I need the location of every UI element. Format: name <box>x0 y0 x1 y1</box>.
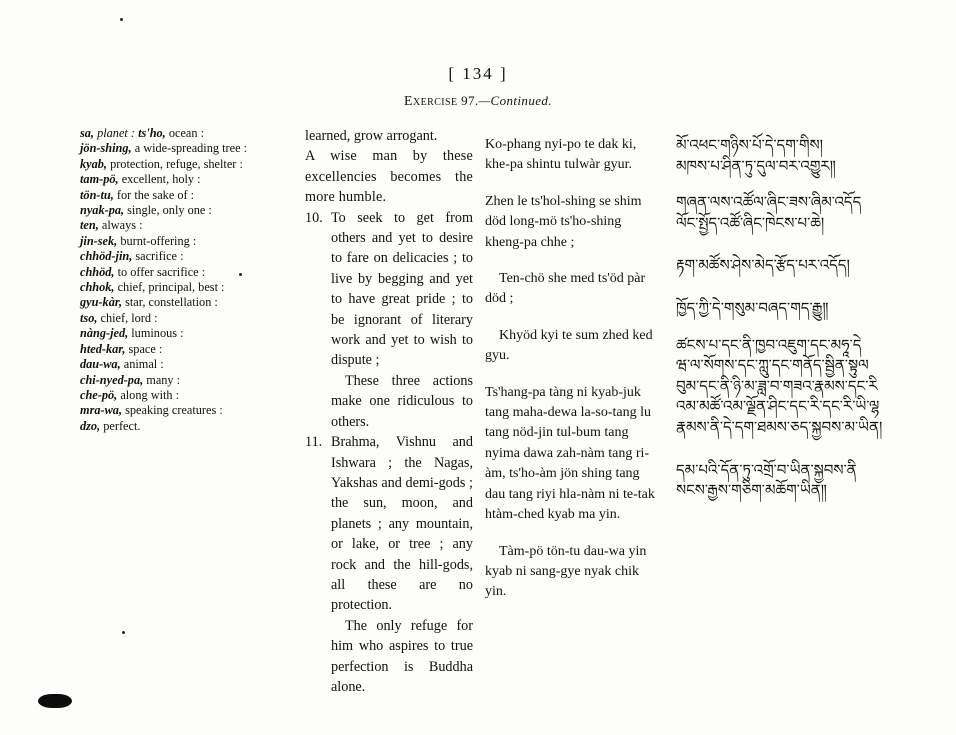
vocab-entry <box>80 157 268 172</box>
tibetan-line-2b: ལོང་སྤྱོད་འཚོ་ཞིང་ཁེངས་པ་ཆེ། <box>676 213 825 232</box>
vocab-entry <box>80 203 268 218</box>
scan-speck <box>120 18 123 21</box>
vocab-gloss: star, constellation : <box>125 295 218 310</box>
tibetan-line-6a: དམ་པའི་དོན་ཏུ་འགྲོ་བ་ཡིན་སྐྱབས་ནི <box>676 460 857 479</box>
tibetan-line-5b: ཝ་ལ་སོགས་དང་ཀླུ་དང་གནོད་སྦྱིན་སྟུལ <box>676 356 869 375</box>
spacer <box>676 176 888 192</box>
translit-line-5: Ts'hang-pa tàng ni kyab-juk tang maha-dewa la-so-tang lu tang nöd-jin tul-bum tang nyima dawa zah-nàm tang ri-àm, ts'ho-àm jön shing tang dau tang riyi hla-nàm ni te-tak htàm-ched kyab ma yin. <box>485 384 655 523</box>
scan-speck <box>122 631 125 634</box>
vocab-term: chhöd, <box>80 264 115 279</box>
spacer <box>485 176 663 192</box>
translit-line-3: Ten-chö she med ts'öd pàr död ; <box>485 271 646 307</box>
vocab-gloss: animal : <box>123 357 164 372</box>
vocab-term: nyak-pa, <box>80 203 125 218</box>
vocab-term: dau-wa, <box>80 357 121 372</box>
vocab-term: gyu-kàr, <box>80 295 123 310</box>
vocab-gloss: to offer sacrifice : <box>117 264 206 279</box>
spacer <box>485 526 663 542</box>
english-paragraph-9-rest: A wise man by these excellencies becomes the more humble. <box>305 148 473 206</box>
tibetan-line-2a: གཞན་ལས་འཚོལ་ཞིང་ཟས་ཞིམ་འདོད <box>676 193 862 212</box>
spacer <box>485 253 663 269</box>
english-item-11-follow: The only refuge for him who aspires to true perfection is Buddha alone. <box>331 617 473 695</box>
vocabulary-column <box>80 126 268 434</box>
translit-line-6: Tàm-pö tön-tu dau-wa yin kyab ni sang-gye nyak chik yin. <box>485 543 647 600</box>
vocab-gloss: protection, refuge, shelter : <box>110 156 243 171</box>
spacer <box>676 233 888 255</box>
vocab-entry <box>80 419 268 434</box>
translit-line-4: Khyöd kyi te sum zhed ked gyu. <box>485 327 653 364</box>
spacer <box>485 126 663 135</box>
vocab-term: tso, <box>80 310 98 325</box>
vocab-term-2: ts'ho, <box>138 126 166 140</box>
vocab-gloss: space : <box>128 341 163 356</box>
vocab-term: tam-pö, <box>80 172 119 187</box>
vocab-term: sa, <box>80 126 95 140</box>
vocab-entry <box>80 295 268 310</box>
spacer <box>676 438 888 460</box>
spacer <box>676 276 888 298</box>
vocab-entry <box>80 249 268 264</box>
tibetan-line-3: རྟག་མཚོས་ཤེས་མེད་རྩོད་པར་འདོད། <box>676 256 850 275</box>
vocab-term: ten, <box>80 218 99 233</box>
tibetan-line-1b: མཁས་པ་ཤིན་ཏུ་དུལ་བར་འགྱུར༎ <box>676 156 836 175</box>
vocab-term: hted-kar, <box>80 341 126 356</box>
english-item-10 <box>305 208 473 432</box>
vocab-entry <box>80 188 268 203</box>
vocab-entry <box>80 373 268 388</box>
tibetan-column <box>676 126 888 501</box>
tibetan-line-6b: སངས་རྒྱས་གཅིག་མཆོག་ཡིན༎ <box>676 481 827 500</box>
vocab-term: dzo, <box>80 418 101 433</box>
vocab-entry <box>80 280 268 295</box>
vocab-term: jön-shing, <box>80 141 132 156</box>
english-item-11 <box>305 432 473 697</box>
tibetan-line-5e: རྣམས་ནི་དེ་དག་ཐམས་ཅད་སྐྱབས་མ་ཡིན། <box>676 417 883 436</box>
vocab-entry <box>80 311 268 326</box>
vocab-entry <box>80 403 268 418</box>
vocab-entry <box>80 326 268 341</box>
english-item-10-follow: These three actions make one ridiculous to others. <box>331 372 473 430</box>
vocab-entry <box>80 218 268 233</box>
vocab-term: che-pö, <box>80 387 118 402</box>
exercise-heading <box>0 93 956 110</box>
english-item-10-number: 10. <box>305 209 323 226</box>
vocab-entry <box>80 342 268 357</box>
vocab-gloss-2: ocean : <box>168 126 205 140</box>
tibetan-line-5a: ཚངས་པ་དང་ནི་ཁྱབ་འཇུག་དང་མཧཱ་དེ <box>676 335 862 354</box>
spacer <box>676 126 888 135</box>
page-number: [ 134 ] <box>448 64 508 83</box>
vocab-entry <box>80 126 268 141</box>
vocab-term: nàng-jed, <box>80 326 129 341</box>
exercise-label: Exercise <box>404 94 458 109</box>
vocab-entry <box>80 172 268 187</box>
vocab-term: chi-nyed-pa, <box>80 372 144 387</box>
vocab-entry <box>80 234 268 249</box>
vocab-term: jin-sek, <box>80 233 118 248</box>
vocab-gloss: sacrifice : <box>135 249 184 264</box>
vocab-term: kyab, <box>80 156 107 171</box>
tibetan-line-5c: བུམ་དང་ནི་ཉི་མ་ཟླ་བ་གཟའ་རྣམས་དང་རི <box>676 376 878 395</box>
vocab-entry <box>80 388 268 403</box>
spacer <box>676 319 888 335</box>
vocab-entry <box>80 357 268 372</box>
vocab-term: tön-tu, <box>80 187 114 202</box>
vocab-gloss: always : <box>101 218 143 233</box>
vocab-gloss: single, only one : <box>127 203 212 218</box>
vocab-gloss: many : <box>146 372 181 387</box>
vocab-gloss: for the sake of : <box>116 187 195 202</box>
scan-blob <box>38 694 72 708</box>
vocab-gloss: chief, principal, best : <box>117 280 225 295</box>
vocab-gloss: a wide-spreading tree : <box>134 141 248 156</box>
english-item-11-text: Brahma, Vishnu and Ishwara ; the Nagas, Yakshas and demi-gods ; the sun, moon, and planets ; any mountain, or lake, or tree ; any rock and the hill-gods, all these are no protection. <box>331 434 473 614</box>
spacer <box>485 310 663 326</box>
translit-line-1: Ko-phang nyi-po te dak ki, khe-pa shintu tulwàr gyur. <box>485 137 637 173</box>
tibetan-line-1a: མོ་འཕང་གཉིས་པོ་དེ་དག་གིས། <box>676 136 823 154</box>
vocab-gloss: perfect. <box>103 418 141 433</box>
vocab-term: mra-wa, <box>80 403 123 418</box>
translit-line-2: Zhen le ts'hol-shing se shim död long-mö ts'ho-shing kheng-pa chhe ; <box>485 193 642 250</box>
vocab-gloss: luminous : <box>131 326 184 341</box>
vocab-gloss: planet : <box>97 126 135 140</box>
vocab-entry <box>80 141 268 156</box>
vocab-gloss: excellent, holy : <box>121 172 201 187</box>
vocab-term: chhöd-jin, <box>80 249 133 264</box>
tibetan-line-5d: འམ་མཚོ་འམ་ལྗོན་ཤིང་དང་རི་དང་རི་ཡི་ལྷ <box>676 397 880 416</box>
vocab-gloss: speaking creatures : <box>125 403 223 418</box>
tibetan-line-4: ཁྱོད་ཀྱི་དེ་གསུམ་བཞད་གད་རྒྱུ༎ <box>676 298 829 317</box>
exercise-number: 97. <box>461 93 479 108</box>
spacer <box>485 367 663 383</box>
english-item-10-text: To seek to get from others and yet to desire to fare on delicacies ; to live by begging and yet to have great pride ; to be ignorant of literary work and yet to wish to dispute ; <box>331 209 473 369</box>
english-item-11-number: 11. <box>305 434 323 451</box>
exercise-continued: —Continued. <box>478 93 552 108</box>
vocab-term: chhok, <box>80 280 115 295</box>
transliteration-column <box>485 126 663 603</box>
vocab-gloss: along with : <box>120 387 180 402</box>
english-top-fragment: learned, grow arrogant. <box>305 128 438 144</box>
english-column <box>305 126 473 697</box>
vocab-entry <box>80 265 268 280</box>
vocab-gloss: chief, lord : <box>100 310 158 325</box>
vocab-gloss: burnt-offering : <box>120 233 197 248</box>
